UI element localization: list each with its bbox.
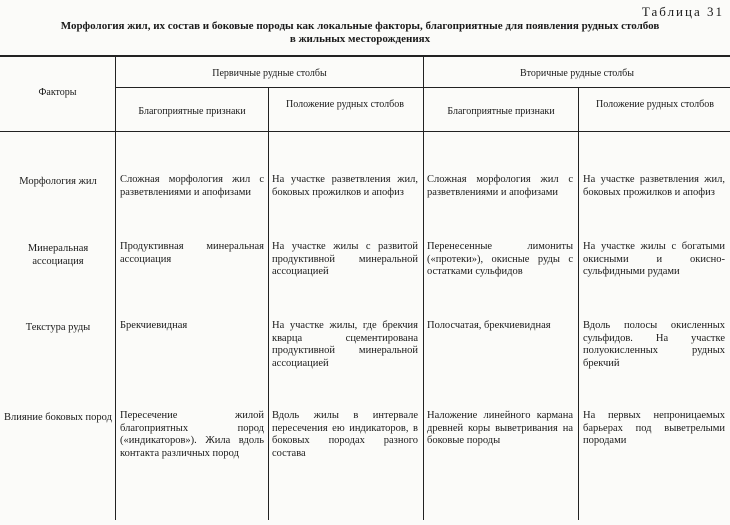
- column-divider: [268, 88, 269, 520]
- row-primary-position: На участке жилы, где брекчия кварца сцементирована продуктивной минеральной ассоциацией: [272, 320, 418, 369]
- header-bottom-rule: [0, 131, 730, 132]
- row-primary-position: На участке жилы с развитой продуктивной минеральной ассоциацией: [272, 241, 418, 277]
- row-primary-position: Вдоль жилы в интервале пересечения ею индикаторов, в боковых породах разного состава: [272, 410, 418, 459]
- column-divider: [423, 55, 424, 520]
- header-secondary-favorable: Благоприятные признаки: [447, 106, 555, 117]
- column-divider: [115, 55, 116, 520]
- header-primary-position: Положение рудных столбов: [286, 99, 404, 110]
- row-primary-sign: Продуктивная минеральная ассоциация: [120, 241, 264, 265]
- header-factors: Факторы: [38, 87, 77, 98]
- row-secondary-sign: Перенесенные лимониты («протеки»), окисные руды с остатками сульфидов: [427, 241, 573, 277]
- table-top-rule: [0, 55, 730, 57]
- column-divider: [578, 88, 579, 520]
- table-number: Таблица 31: [641, 4, 724, 19]
- row-factor: Минеральная ассоциация: [27, 243, 89, 267]
- row-factor: Морфология жил: [19, 176, 97, 187]
- row-secondary-sign: Сложная морфология жил с разветвлениями и апофизами: [427, 174, 573, 198]
- row-primary-sign: Сложная морфология жил с разветвлениями и апофизами: [120, 174, 264, 198]
- row-secondary-sign: Наложение линейного кармана древней коры выветривания на боковые породы: [427, 410, 573, 446]
- row-primary-sign: Пересечение жилой благоприятных пород («индикаторов»). Жила вдоль контакта различных пород: [120, 410, 264, 459]
- row-factor: Текстура руды: [25, 322, 91, 333]
- table-caption: Морфология жил, их состав и боковые породы как локальные факторы, благоприятные для появления рудных столбов в жильных месторождениях: [60, 20, 660, 45]
- row-factor: Влияние боковых пород: [4, 412, 112, 423]
- header-secondary-position: Положение рудных столбов: [596, 99, 714, 110]
- row-primary-position: На участке разветвления жил, боковых прожилков и апофиз: [272, 174, 418, 198]
- row-primary-sign: Брекчиевидная: [120, 320, 188, 331]
- header-primary-group: Первичные рудные столбы: [212, 68, 327, 79]
- row-secondary-position: На участке жилы с богатыми окисными и окисно-сульфидными рудами: [583, 241, 725, 277]
- row-secondary-position: На участке разветвления жил, боковых прожилков и апофиз: [583, 174, 725, 198]
- row-secondary-position: Вдоль полосы окисленных сульфидов. На участке полуокисленных рудных брекчий: [583, 320, 725, 369]
- row-secondary-sign: Полосчатая, брекчиевидная: [427, 320, 551, 331]
- header-primary-favorable: Благоприятные признаки: [138, 106, 246, 117]
- header-secondary-group: Вторичные рудные столбы: [520, 68, 634, 79]
- row-secondary-position: На первых непроницаемых барьерах под выветрелыми породами: [583, 410, 725, 446]
